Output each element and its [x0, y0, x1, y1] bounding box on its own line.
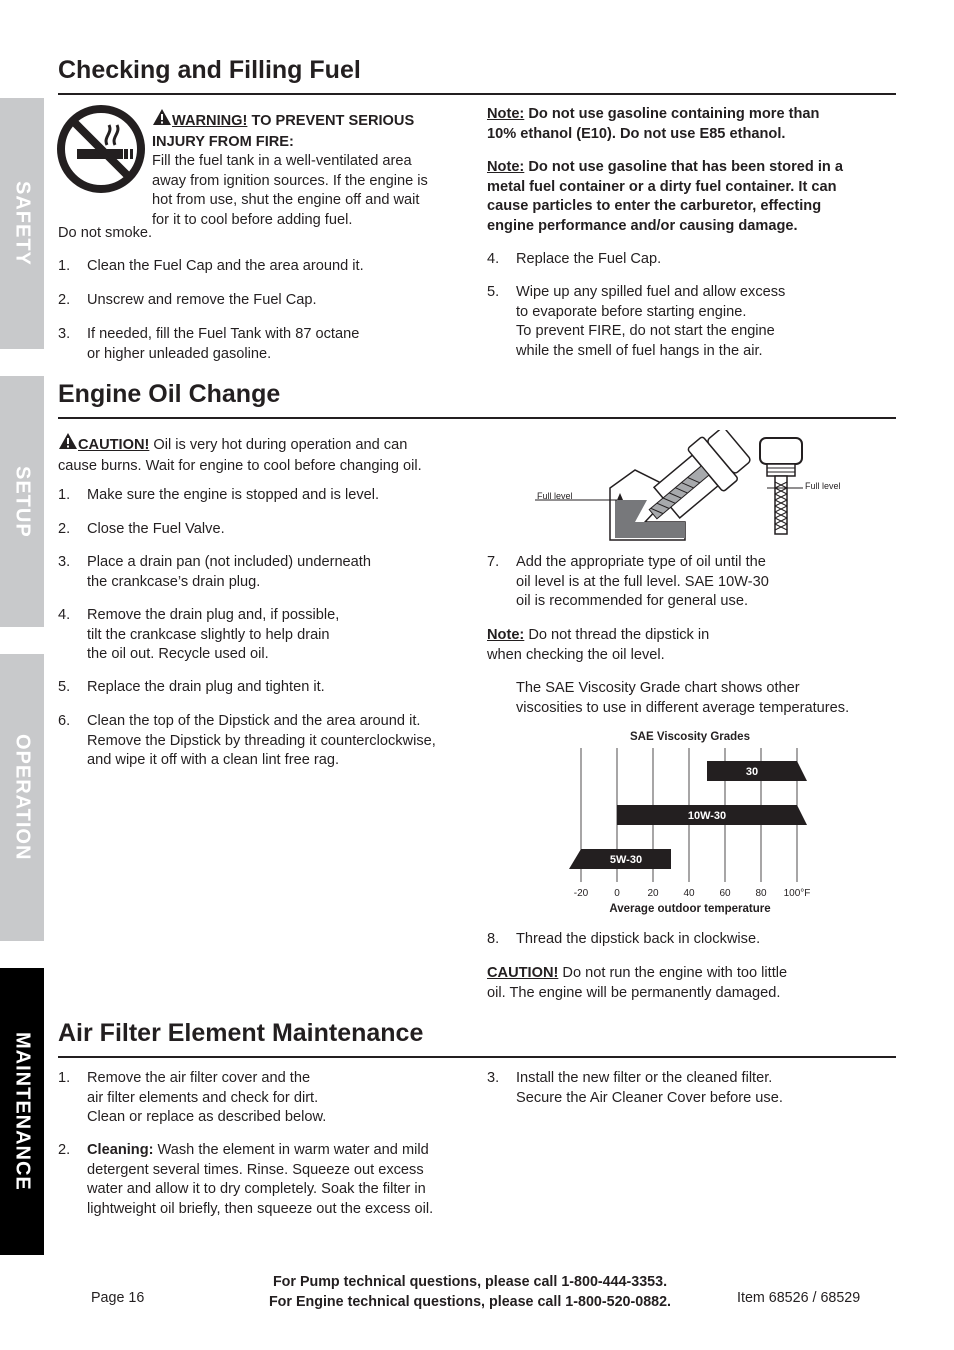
tab-setup-label: SETUP: [11, 465, 34, 538]
fuel-warning: [152, 108, 428, 230]
chart-xlabel: Average outdoor temperature: [609, 903, 771, 915]
footer-engine-line: For Engine technical questions, please call 1-800-520-0882.: [268, 1294, 672, 1310]
chart-tick-label: 20: [647, 888, 659, 899]
tab-safety: [0, 98, 44, 349]
viscosity-chart: [560, 724, 830, 920]
item-number: Item 68526 / 68529: [737, 1290, 861, 1306]
chart-tick-label: 80: [755, 888, 767, 899]
chart-tick-label: 40: [683, 888, 695, 899]
footer-pump-line: For Pump technical questions, please call 1-800-444-3353.: [272, 1274, 668, 1290]
warning-triangle-icon: [152, 108, 172, 133]
warning-heading-2: INJURY FROM FIRE:: [152, 133, 294, 150]
chart-title: SAE Viscosity Grades: [630, 731, 750, 743]
no-smoke-text: Do not smoke.: [58, 225, 153, 241]
chart-bar-label: 10W-30: [687, 810, 727, 822]
fuel-note-2: Note: Do not use gasoline that has been stored in a metal fuel container or a dirty fuel container. It can cause particles to enter the carburetor, effecting engine performance and/or causing damage.: [487, 159, 843, 234]
tab-setup: [0, 376, 44, 627]
fig-label-full-level-right: Full level: [805, 481, 841, 491]
warning-triangle-icon: [58, 432, 78, 457]
tab-maintenance: [0, 968, 44, 1255]
oil-note: Note: Do not thread the dipstick in when checking the oil level.: [487, 627, 710, 663]
chart-tick-label: 0: [614, 888, 620, 899]
page-number: Page 16: [91, 1290, 145, 1306]
fuel-note-1: Note: Do not use gasoline containing more than 10% ethanol (E10). Do not use E85 ethanol.: [487, 106, 820, 142]
oil-caution: CAUTION! Oil is very hot during operation and can cause burns. Wait for engine to cool before changing oil.: [58, 432, 422, 476]
section-rule: [58, 1056, 896, 1058]
tab-safety-label: SAFETY: [11, 181, 34, 266]
no-smoking-icon: [57, 105, 145, 193]
oil-caution-2: CAUTION! Do not run the engine with too little oil. The engine will be permanently damaged.: [487, 965, 788, 1001]
tab-maintenance-label: MAINTENANCE: [11, 1032, 34, 1191]
viscosity-intro: The SAE Viscosity Grade chart shows other viscosities to use in different average temperatures.: [516, 680, 850, 716]
section-title-air: Air Filter Element Maintenance: [58, 1019, 424, 1047]
section-title-oil: Engine Oil Change: [58, 380, 281, 408]
warning-heading-1: TO PREVENT SERIOUS: [247, 113, 415, 129]
chart-bar-label: 5W-30: [609, 854, 643, 866]
section-rule: [58, 93, 896, 95]
chart-tick-label: -20: [573, 888, 589, 899]
chart-bar-label: 30: [745, 766, 759, 778]
tab-operation: [0, 654, 44, 941]
warning-label: WARNING!: [172, 113, 248, 129]
warning-line: for it to cool before adding fuel.: [152, 211, 353, 228]
warning-line: Fill the fuel tank in a well-ventilated area: [152, 153, 412, 169]
section-title-fuel: Checking and Filling Fuel: [58, 56, 361, 84]
chart-tick-label: 60: [719, 888, 731, 899]
section-rule: [58, 417, 896, 419]
fig-label-full-level-left: Full level: [537, 491, 573, 501]
warning-line: away from ignition sources. If the engine is: [152, 172, 428, 189]
chart-tick-label: 100°F: [783, 888, 811, 899]
warning-line: hot from use, shut the engine off and wait: [152, 192, 420, 208]
tab-operation-label: OPERATION: [11, 734, 34, 861]
